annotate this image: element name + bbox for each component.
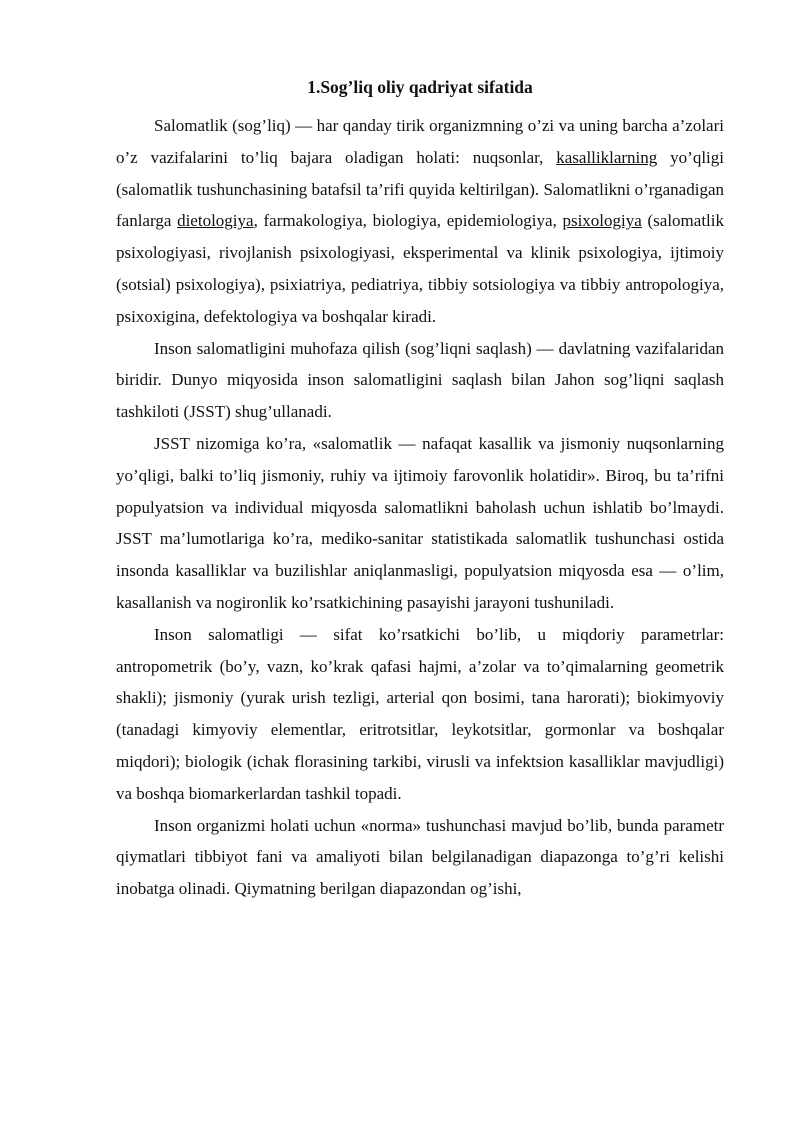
paragraph-1-text-c: , farmakologiya, biologiya, epidemiologiya, bbox=[253, 211, 563, 231]
document-page bbox=[116, 72, 724, 905]
link-dietologiya[interactable]: dietologiya bbox=[177, 211, 254, 231]
paragraph-5: Inson organizmi holati uchun «norma» tushunchasi mavjud bo’lib, bunda parametr qiymatlari tibbiyot fani va amaliyoti bilan belgilanadigan diapazonga to’g’ri kelishi inobatga olinadi. Qiymatning berilgan diapazondan og’ishi, bbox=[116, 815, 724, 899]
link-kasalliklarning[interactable]: kasalliklarning bbox=[556, 147, 658, 167]
paragraph-1-text-b: yo’qligi (salomatlik tushunchasining batafsil ta’rifi quyida keltirilgan). Salomatlikni o’rganadigan fanlarga bbox=[116, 147, 724, 231]
paragraph-1 bbox=[116, 110, 724, 333]
link-psixologiya[interactable]: psixologiya bbox=[562, 211, 642, 231]
paragraph-4: Inson salomatligi — sifat ko’rsatkichi bo’lib, u miqdoriy parametrlar: antropometrik (bo’y, vazn, ko’krak qafasi hajmi, a’zolar va to’qimalarning geometrik shakli); jismoniy (yurak urish tezligi, arterial qon bosimi, tana harorati); biokimyoviy (tanadagi kimyoviy elementlar, eritrotsitlar, leykotsitlar, gormonlar va boshqalar miqdori); biologik (ichak florasining tarkibi, virusli va infektsion kasalliklar mavjudligi) va boshqa biomarkerlardan tashkil topadi. bbox=[116, 624, 724, 803]
page-title: 1.Sog’liq oliy qadriyat sifatida bbox=[307, 77, 533, 97]
paragraph-1-text-a: Salomatlik (sog’liq) — har qanday tirik organizmning o’zi va uning barcha a’zolari o’z vazifalarini to’liq bajara oladigan holati: nuqsonlar, bbox=[116, 116, 724, 167]
paragraph-2: Inson salomatligini muhofaza qilish (sog’liqni saqlash) — davlatning vazifalaridan biridir. Dunyo miqyosida inson salomatligini saqlash bilan Jahon sog’liqni saqlash tashkiloti (JSST) shug’ullanadi. bbox=[116, 338, 724, 422]
paragraph-1-text-d: (salomatlik psixologiyasi, rivojlanish psixologiyasi, eksperimental va klinik psixologiya, ijtimoiy (sotsial) psixologiya), psixiatriya, pediatriya, tibbiy sotsiologiya va tibbiy antropologiya, psixoxigina, defektologiya va boshqalar kiradi. bbox=[116, 211, 724, 326]
paragraph-3: JSST nizomiga ko’ra, «salomatlik — nafaqat kasallik va jismoniy nuqsonlarning yo’qligi, balki to’liq jismoniy, ruhiy va ijtimoiy farovonlik holatidir». Biroq, bu ta’rifni populyatsion va individual miqyosda salomatlikni baholash uchun ishlatib bo’lmaydi. JSST ma’lumotlariga ko’ra, mediko-sanitar statistikada salomatlik tushunchasi ostida insonda kasalliklar va buzilishlar aniqlanmasligi, populyatsion miqyosda esa — o’lim, kasallanish va nogironlik ko’rsatkichining pasayishi jarayoni tushuniladi. bbox=[116, 433, 724, 612]
